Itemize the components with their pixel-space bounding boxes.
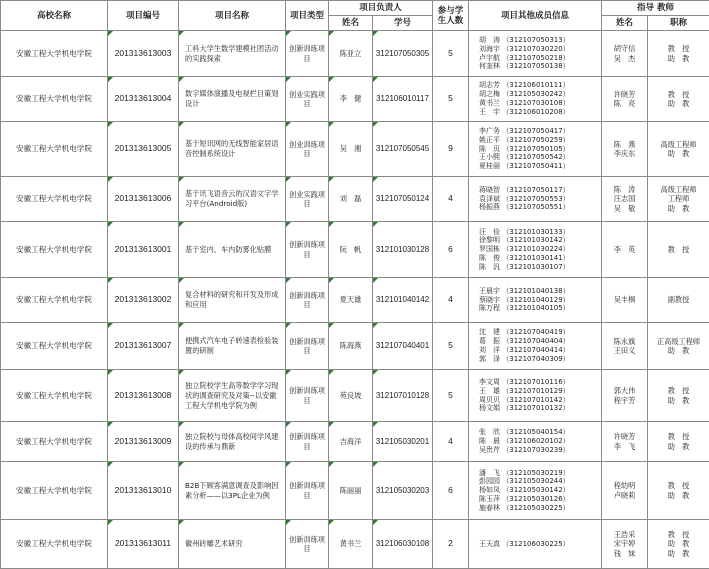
cell-members-line: 黄书兰 （312107030108） [479, 99, 600, 108]
header-advisor[interactable]: 指导 教师 [602, 1, 709, 16]
cell-leader-id[interactable]: 312107050545 [373, 122, 433, 177]
cell-advisor-title-line: 助 教 [649, 442, 708, 452]
cell-members-line: 潘 飞 （312105030219） [479, 469, 600, 478]
cell-advisor-name[interactable] [602, 278, 648, 323]
cell-project-name[interactable]: 工科大学生数学建模社团活动的实践探索 [179, 31, 286, 77]
cell-school[interactable]: 安徽工程大学机电学院 [1, 222, 108, 278]
cell-project-name[interactable]: 基于短讯网的无线智能家居语音控制系统设计 [179, 122, 286, 177]
cell-school[interactable]: 安徽工程大学机电学院 [1, 323, 108, 370]
cell-members[interactable] [469, 520, 602, 569]
cell-advisor-title[interactable] [648, 77, 709, 122]
cell-members[interactable] [469, 31, 602, 77]
cell-project-type[interactable]: 创业实践项目 [286, 177, 329, 222]
cell-members-line: 罗国栋 （312101030224） [479, 245, 600, 254]
cell-leader-id[interactable]: 312107050305 [373, 31, 433, 77]
cell-project-name[interactable]: 独立院校与母体高校间学风建设的传承与鼎新 [179, 422, 286, 462]
cell-project-type[interactable]: 创新训练项目 [286, 422, 329, 462]
cell-members-line: 袁泽斌 （312107050553） [479, 195, 600, 204]
cell-leader-id[interactable]: 312101040142 [373, 278, 433, 323]
cell-advisor-name[interactable] [602, 462, 648, 520]
header-advisor-title[interactable]: 职称 [648, 16, 709, 31]
cell-code[interactable]: 201313613010 [108, 462, 179, 520]
cell-members-line: 施春林 （312105030225） [479, 504, 600, 513]
cell-advisor-title[interactable] [648, 520, 709, 569]
cell-advisor-title-line: 教 授 [649, 386, 708, 396]
cell-advisor-name[interactable] [602, 422, 648, 462]
cell-advisor-title-line: 教 授 [649, 530, 708, 540]
cell-count[interactable]: 2 [433, 520, 469, 569]
cell-school[interactable]: 安徽工程大学机电学院 [1, 520, 108, 569]
cell-advisor-name[interactable] [602, 31, 648, 77]
cell-advisor-name[interactable] [602, 520, 648, 569]
cell-leader-id[interactable]: 312106030108 [373, 520, 433, 569]
cell-count[interactable]: 4 [433, 422, 469, 462]
cell-code[interactable]: 201313613008 [108, 370, 179, 422]
cell-members-line: 蔡晓宇 （312101040129） [479, 296, 600, 305]
cell-advisor-title[interactable] [648, 222, 709, 278]
cell-members-line: 何奎林 （312107050138） [479, 62, 600, 71]
table-row [1, 77, 709, 122]
cell-count[interactable]: 5 [433, 77, 469, 122]
cell-advisor-name-line: 宋宇婷 [603, 539, 646, 549]
cell-members-line: 胡 涛 （312107050313） [479, 36, 600, 45]
cell-members-line: 王小熙 （312107050542） [479, 153, 600, 162]
cell-members[interactable] [469, 370, 602, 422]
cell-members-line: 卢宇航 （312107050218） [479, 54, 600, 63]
cell-count[interactable]: 5 [433, 370, 469, 422]
cell-leader-name[interactable]: 李 健 [329, 77, 373, 122]
cell-leader-name[interactable]: 陈亚立 [329, 31, 373, 77]
cell-code[interactable]: 201313613004 [108, 77, 179, 122]
cell-advisor-name-line: 汪志国 [603, 194, 646, 204]
cell-leader-name[interactable]: 陈海燕 [329, 323, 373, 370]
cell-members-line: 胡之梅 （312105030242） [479, 90, 600, 99]
cell-advisor-title-line: 教 授 [649, 90, 708, 100]
cell-advisor-title-line: 助 教 [649, 204, 708, 214]
cell-advisor-title-line: 助 教 [649, 54, 708, 64]
cell-advisor-title-line: 正高级工程师 [649, 337, 708, 347]
cell-members[interactable] [469, 422, 602, 462]
cell-advisor-name[interactable] [602, 222, 648, 278]
table-row [1, 31, 709, 77]
table-row [1, 370, 709, 422]
cell-members[interactable] [469, 122, 602, 177]
table-row [1, 422, 709, 462]
cell-advisor-title-line: 高级工程师 [649, 185, 708, 195]
cell-leader-name[interactable]: 黄书兰 [329, 520, 373, 569]
cell-advisor-title-line: 助 教 [649, 491, 708, 501]
cell-count[interactable]: 5 [433, 31, 469, 77]
cell-count[interactable]: 4 [433, 278, 469, 323]
cell-members-line: 沈 建 （312107040419） [479, 328, 600, 337]
cell-leader-name[interactable]: 夏天雄 [329, 278, 373, 323]
cell-school[interactable]: 安徽工程大学机电学院 [1, 462, 108, 520]
table-body [1, 31, 709, 569]
cell-advisor-name-line: 程幼明 [603, 481, 646, 491]
cell-leader-id[interactable]: 312105030201 [373, 422, 433, 462]
cell-members-line: 陈玉萍 （312105030126） [479, 495, 600, 504]
cell-members-line: 汪 俭 （312101030133） [479, 228, 600, 237]
cell-advisor-name-line: 许晓芳 [603, 90, 646, 100]
cell-members-line: 杨文娟 （312107010132） [479, 404, 600, 413]
cell-project-type[interactable]: 创新训练项目 [286, 323, 329, 370]
cell-members-line: 陈 晨 （312106020102） [479, 437, 600, 446]
cell-leader-name[interactable]: 陈丽丽 [329, 462, 373, 520]
cell-advisor-name-line: 吴 敬 [603, 204, 646, 214]
cell-code[interactable]: 201313613007 [108, 323, 179, 370]
cell-advisor-name-line: 李 英 [603, 245, 646, 255]
cell-advisor-title-line: 助 教 [649, 149, 708, 159]
cell-members-line: 胡志芳 （312106010111） [479, 81, 600, 90]
table-row [1, 278, 709, 323]
cell-members-line: 蒋晓智 （312107050117） [479, 186, 600, 195]
cell-project-type[interactable]: 创新训练项目 [286, 278, 329, 323]
cell-members[interactable] [469, 177, 602, 222]
cell-code[interactable]: 201313613002 [108, 278, 179, 323]
cell-members[interactable] [469, 323, 602, 370]
cell-advisor-name-line: 卢晓莉 [603, 491, 646, 501]
cell-advisor-name-line: 陈 燕 [603, 140, 646, 150]
cell-members-line: 彭园园 （312105030244） [479, 477, 600, 486]
cell-members-line: 王 宇 （312106010208） [479, 108, 600, 117]
cell-advisor-title-line: 教 授 [649, 432, 708, 442]
header-leader-id[interactable]: 学号 [373, 16, 433, 31]
cell-members-line: 李文周 （312107010116） [479, 378, 600, 387]
cell-count[interactable]: 6 [433, 222, 469, 278]
cell-advisor-name-line: 陈永旗 [603, 337, 646, 347]
header-type[interactable]: 项目类型 [286, 1, 329, 31]
cell-project-name[interactable]: B2B下顾客满意调查及影响因素分析——以3PL企业为例 [179, 462, 286, 520]
cell-project-name[interactable]: 复合材料的研究和开发及形成和应用 [179, 278, 286, 323]
header-school[interactable]: 高校名称 [1, 1, 108, 31]
cell-project-name[interactable]: 基于讯飞语音云的汉语文字学习平台(Android版) [179, 177, 286, 222]
cell-advisor-title[interactable] [648, 31, 709, 77]
cell-project-type[interactable]: 创新训练项目 [286, 222, 329, 278]
cell-count[interactable]: 4 [433, 177, 469, 222]
cell-members-line: 王 雄 （312107010129） [479, 387, 600, 396]
header-code[interactable]: 项目编号 [108, 1, 179, 31]
header-advisor-name[interactable]: 姓名 [602, 16, 648, 31]
cell-count[interactable]: 5 [433, 323, 469, 370]
cell-leader-id[interactable]: 312106010117 [373, 77, 433, 122]
cell-count[interactable]: 6 [433, 462, 469, 520]
cell-members-line: 郭 泽 （312107040309） [479, 355, 600, 364]
table-row [1, 323, 709, 370]
cell-advisor-name-line: 陈 涛 [603, 185, 646, 195]
cell-code[interactable]: 201313613003 [108, 31, 179, 77]
cell-leader-name[interactable]: 苑良坡 [329, 370, 373, 422]
cell-members-line: 杨振燕 （312107050551） [479, 203, 600, 212]
cell-advisor-title-line: 助 教 [649, 99, 708, 109]
cell-leader-id[interactable]: 312101030128 [373, 222, 433, 278]
cell-leader-id[interactable]: 312107040401 [373, 323, 433, 370]
cell-advisor-name-line: 王田义 [603, 346, 646, 356]
cell-code[interactable]: 201313613005 [108, 122, 179, 177]
cell-members-line: 杨如凤 （312105030142） [479, 486, 600, 495]
cell-advisor-title[interactable] [648, 422, 709, 462]
cell-members[interactable] [469, 278, 602, 323]
cell-project-type[interactable]: 创新训练项目 [286, 520, 329, 569]
cell-project-name[interactable]: 便携式汽车电子转速表检验装置的研制 [179, 323, 286, 370]
cell-members-line: 陈 俊 （312101030141） [479, 254, 600, 263]
cell-advisor-title[interactable] [648, 122, 709, 177]
cell-advisor-title-line: 助 教 [649, 346, 708, 356]
cell-members[interactable] [469, 77, 602, 122]
cell-members-line: 周贝贝 （312107010142） [479, 396, 600, 405]
cell-school[interactable]: 安徽工程大学机电学院 [1, 77, 108, 122]
cell-code[interactable]: 201313613006 [108, 177, 179, 222]
cell-advisor-name-line: 钱 妹 [603, 549, 646, 559]
cell-leader-id[interactable]: 312107010128 [373, 370, 433, 422]
header-count[interactable]: 参与学生人数 [433, 1, 469, 31]
cell-project-type[interactable]: 创新训练项目 [286, 462, 329, 520]
cell-advisor-name-line: 吴丰桐 [603, 295, 646, 305]
header-leader[interactable]: 项目负责人 [329, 1, 433, 16]
cell-advisor-name-line: 李 飞 [603, 442, 646, 452]
cell-members-line: 刘 洋 （312107040414） [479, 346, 600, 355]
cell-advisor-title[interactable] [648, 177, 709, 222]
cell-members-line: 陈 汎 （312101030107） [479, 263, 600, 272]
cell-members[interactable] [469, 222, 602, 278]
cell-advisor-name-line: 李庆东 [603, 149, 646, 159]
cell-advisor-name-line: 程宇芳 [603, 396, 646, 406]
cell-advisor-title-line: 副教授 [649, 295, 708, 305]
cell-leader-id[interactable]: 312105030203 [373, 462, 433, 520]
table-row [1, 462, 709, 520]
cell-advisor-name-line: 陈 亮 [603, 99, 646, 109]
cell-members-line: 徐黎明 （312101030142） [479, 236, 600, 245]
cell-advisor-title-line: 助 教 [649, 396, 708, 406]
cell-members-line: 夏桂丽 （312107050411） [479, 162, 600, 171]
cell-members-line: 吴贵芹 （312107030239） [479, 446, 600, 455]
cell-advisor-title-line: 教 授 [649, 481, 708, 491]
cell-advisor-name[interactable] [602, 77, 648, 122]
cell-advisor-name-line: 胡守信 [603, 44, 646, 54]
cell-advisor-name[interactable] [602, 323, 648, 370]
cell-count[interactable]: 9 [433, 122, 469, 177]
cell-members-line: 陈 页 （312107050105） [479, 145, 600, 154]
table-row [1, 222, 709, 278]
cell-school[interactable]: 安徽工程大学机电学院 [1, 278, 108, 323]
cell-members-line: 葛 振 （312107040404） [479, 337, 600, 346]
cell-code[interactable]: 201313613011 [108, 520, 179, 569]
cell-advisor-name[interactable] [602, 122, 648, 177]
table-row [1, 177, 709, 222]
cell-advisor-title-line: 工程师 [649, 194, 708, 204]
cell-leader-name[interactable]: 吴 湘 [329, 122, 373, 177]
cell-school[interactable]: 安徽工程大学机电学院 [1, 31, 108, 77]
cell-project-type[interactable]: 创新训练项目 [286, 370, 329, 422]
cell-school[interactable]: 安徽工程大学机电学院 [1, 422, 108, 462]
cell-advisor-title[interactable] [648, 278, 709, 323]
cell-advisor-title-line: 助 教 [649, 539, 708, 549]
cell-code[interactable]: 201313613009 [108, 422, 179, 462]
cell-members[interactable] [469, 462, 602, 520]
cell-project-name[interactable]: 徽州砖雕艺术研究 [179, 520, 286, 569]
header-row-1 [1, 1, 709, 16]
header-members[interactable]: 项目其他成员信息 [469, 1, 602, 31]
cell-advisor-name-line: 郭大伟 [603, 386, 646, 396]
cell-members-line: 张 欣 （312105040154） [479, 428, 600, 437]
table-row [1, 122, 709, 177]
table-row [1, 520, 709, 569]
cell-project-name[interactable]: 独立院校学生高等数学学习现状的调查研究及对策--以安徽工程大学机电学院为例 [179, 370, 286, 422]
cell-advisor-name-line: 王浩采 [603, 530, 646, 540]
cell-leader-id[interactable]: 312107050124 [373, 177, 433, 222]
cell-advisor-title-line: 教 授 [649, 44, 708, 54]
cell-school[interactable]: 安徽工程大学机电学院 [1, 370, 108, 422]
cell-project-type[interactable]: 创新训练项目 [286, 31, 329, 77]
cell-advisor-name-line: 吴 杰 [603, 54, 646, 64]
cell-advisor-title[interactable] [648, 462, 709, 520]
cell-advisor-title[interactable] [648, 323, 709, 370]
cell-project-type[interactable]: 创业实践项目 [286, 77, 329, 122]
cell-school[interactable]: 安徽工程大学机电学院 [1, 122, 108, 177]
cell-advisor-title[interactable] [648, 370, 709, 422]
cell-members-line: 陈万程 （312101040105） [479, 304, 600, 313]
cell-leader-name[interactable]: 刘 磊 [329, 177, 373, 222]
header-name[interactable]: 项目名称 [179, 1, 286, 31]
cell-members-line: 李广务 （312107050417） [479, 127, 600, 136]
cell-project-type[interactable]: 创业训练项目 [286, 122, 329, 177]
cell-project-name[interactable]: 数字媒体演播及电视栏目策划设计 [179, 77, 286, 122]
cell-project-name[interactable]: 基于室内、车内防雾化贴膜 [179, 222, 286, 278]
cell-advisor-name-line: 许晓芳 [603, 432, 646, 442]
cell-advisor-title-line: 教 授 [649, 245, 708, 255]
header-leader-name[interactable]: 姓名 [329, 16, 373, 31]
cell-advisor-title-line: 助 教 [649, 549, 708, 559]
cell-advisor-title-line: 高级工程师 [649, 140, 708, 150]
cell-members-line: 姚正平 （312107050259） [479, 136, 600, 145]
cell-members-line: 王晨宇 （312101040138） [479, 287, 600, 296]
cell-school[interactable]: 安徽工程大学机电学院 [1, 177, 108, 222]
cell-leader-name[interactable]: 阮 帆 [329, 222, 373, 278]
cell-members-line: 刘海宇 （312107030220） [479, 45, 600, 54]
cell-leader-name[interactable]: 吉海洋 [329, 422, 373, 462]
cell-members-line: 王天真 （312106030225） [479, 540, 600, 549]
cell-advisor-name[interactable] [602, 370, 648, 422]
cell-advisor-name[interactable] [602, 177, 648, 222]
cell-code[interactable]: 201313613001 [108, 222, 179, 278]
